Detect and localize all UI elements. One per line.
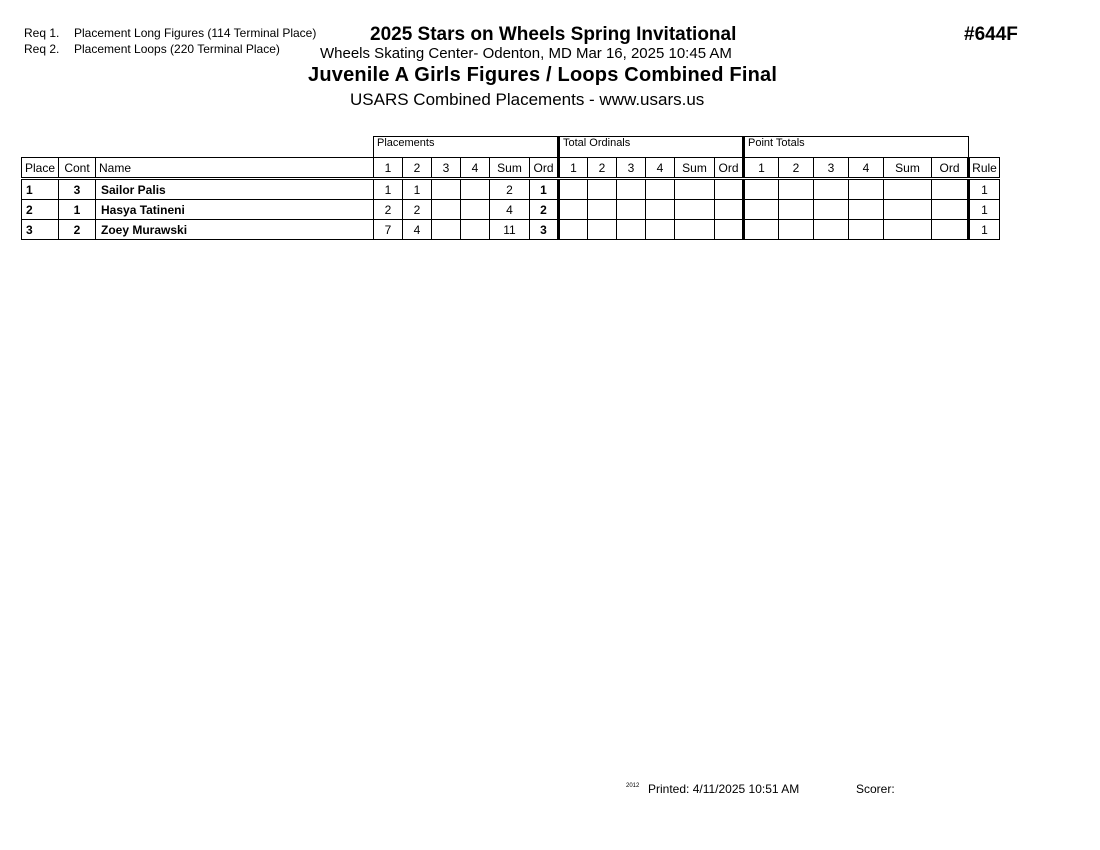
cell-point-2: [779, 179, 814, 200]
col-ordinal-3: 3: [617, 158, 646, 179]
cell-placement-4: [461, 200, 490, 220]
cell-placement-1: 1: [374, 179, 403, 200]
cell-point-4: [849, 200, 884, 220]
competition-title: 2025 Stars on Wheels Spring Invitational: [370, 24, 737, 45]
col-name: Name: [96, 158, 374, 179]
requirement-2-number: Req 2.: [24, 42, 60, 56]
cell-name: Zoey Murawski: [96, 220, 374, 240]
col-rule: Rule: [969, 158, 1000, 179]
cell-ordinal-3: [617, 179, 646, 200]
cell-point-sum: [884, 179, 932, 200]
cell-point-3: [814, 220, 849, 240]
cell-point-4: [849, 220, 884, 240]
col-ordinal-4: 4: [646, 158, 675, 179]
group-total-ordinals: Total Ordinals: [559, 137, 744, 158]
cell-point-ord: [932, 200, 969, 220]
col-ordinal-2: 2: [588, 158, 617, 179]
cell-place: 3: [22, 220, 59, 240]
cell-ordinal-sum: [675, 200, 715, 220]
cell-rule: 1: [969, 200, 1000, 220]
cell-placement-3: [432, 200, 461, 220]
table-row: [22, 200, 1000, 220]
cell-placement-ord: 3: [530, 220, 559, 240]
cell-ordinal-ord: [715, 179, 744, 200]
requirement-1-label: Placement Long Figures (114 Terminal Place): [74, 26, 317, 40]
cell-ordinal-ord: [715, 220, 744, 240]
event-subtitle: USARS Combined Placements - www.usars.us: [350, 90, 705, 109]
scorer-label: Scorer:: [856, 782, 895, 796]
col-point-2: 2: [779, 158, 814, 179]
col-point-ord: Ord: [932, 158, 969, 179]
cell-placement-4: [461, 179, 490, 200]
cell-point-2: [779, 220, 814, 240]
cell-ordinal-sum: [675, 179, 715, 200]
cell-placement-sum: 2: [490, 179, 530, 200]
requirement-2-label: Placement Loops (220 Terminal Place): [74, 42, 280, 56]
cell-place: 1: [22, 179, 59, 200]
col-ordinal-ord: Ord: [715, 158, 744, 179]
cell-point-sum: [884, 220, 932, 240]
cell-placement-1: 2: [374, 200, 403, 220]
cell-placement-3: [432, 179, 461, 200]
cell-point-3: [814, 179, 849, 200]
cell-ordinal-3: [617, 200, 646, 220]
cell-name: Sailor Palis: [96, 179, 374, 200]
cell-point-4: [849, 179, 884, 200]
cell-cont: 3: [59, 179, 96, 200]
printed-timestamp: Printed: 4/11/2025 10:51 AM: [648, 782, 800, 796]
col-placement-sum: Sum: [490, 158, 530, 179]
cell-point-ord: [932, 179, 969, 200]
group-header-row: [22, 137, 1000, 158]
cell-point-1: [744, 179, 779, 200]
col-point-sum: Sum: [884, 158, 932, 179]
col-ordinal-1: 1: [559, 158, 588, 179]
group-placements: Placements: [374, 137, 559, 158]
venue-date: Wheels Skating Center- Odenton, MD Mar 16, 2025 10:45 AM: [320, 45, 732, 62]
cell-cont: 2: [59, 220, 96, 240]
cell-ordinal-4: [646, 179, 675, 200]
event-id: #644F: [964, 24, 1018, 45]
cell-placement-1: 7: [374, 220, 403, 240]
cell-ordinal-1: [559, 179, 588, 200]
cell-ordinal-1: [559, 220, 588, 240]
cell-cont: 1: [59, 200, 96, 220]
cell-point-1: [744, 200, 779, 220]
cell-point-sum: [884, 200, 932, 220]
col-placement-3: 3: [432, 158, 461, 179]
col-placement-ord: Ord: [530, 158, 559, 179]
col-placement-1: 1: [374, 158, 403, 179]
col-placement-4: 4: [461, 158, 490, 179]
cell-point-ord: [932, 220, 969, 240]
cell-placement-3: [432, 220, 461, 240]
table-row: [22, 220, 1000, 240]
cell-point-3: [814, 200, 849, 220]
requirement-1-number: Req 1.: [24, 26, 60, 40]
cell-ordinal-4: [646, 220, 675, 240]
cell-place: 2: [22, 200, 59, 220]
cell-placement-sum: 11: [490, 220, 530, 240]
event-title: Juvenile A Girls Figures / Loops Combined Final: [308, 64, 778, 86]
cell-rule: 1: [969, 220, 1000, 240]
col-cont: Cont: [59, 158, 96, 179]
cell-placement-2: 2: [403, 200, 432, 220]
col-point-1: 1: [744, 158, 779, 179]
col-point-4: 4: [849, 158, 884, 179]
footer-mark: 2012: [626, 783, 640, 789]
group-point-totals: Point Totals: [744, 137, 969, 158]
col-ordinal-sum: Sum: [675, 158, 715, 179]
cell-placement-2: 4: [403, 220, 432, 240]
cell-ordinal-3: [617, 220, 646, 240]
cell-placement-ord: 2: [530, 200, 559, 220]
results-table: [21, 136, 1000, 240]
cell-ordinal-1: [559, 200, 588, 220]
col-point-3: 3: [814, 158, 849, 179]
cell-rule: 1: [969, 179, 1000, 200]
cell-ordinal-2: [588, 179, 617, 200]
cell-placement-4: [461, 220, 490, 240]
requirement-1: [24, 26, 316, 40]
cell-placement-2: 1: [403, 179, 432, 200]
cell-placement-sum: 4: [490, 200, 530, 220]
cell-point-2: [779, 200, 814, 220]
col-place: Place: [22, 158, 59, 179]
cell-ordinal-sum: [675, 220, 715, 240]
cell-name: Hasya Tatineni: [96, 200, 374, 220]
table-row: [22, 179, 1000, 200]
cell-placement-ord: 1: [530, 179, 559, 200]
cell-ordinal-2: [588, 220, 617, 240]
cell-ordinal-2: [588, 200, 617, 220]
col-placement-2: 2: [403, 158, 432, 179]
cell-point-1: [744, 220, 779, 240]
requirement-2: [24, 42, 280, 56]
cell-ordinal-ord: [715, 200, 744, 220]
cell-ordinal-4: [646, 200, 675, 220]
column-header-row: [22, 158, 1000, 179]
